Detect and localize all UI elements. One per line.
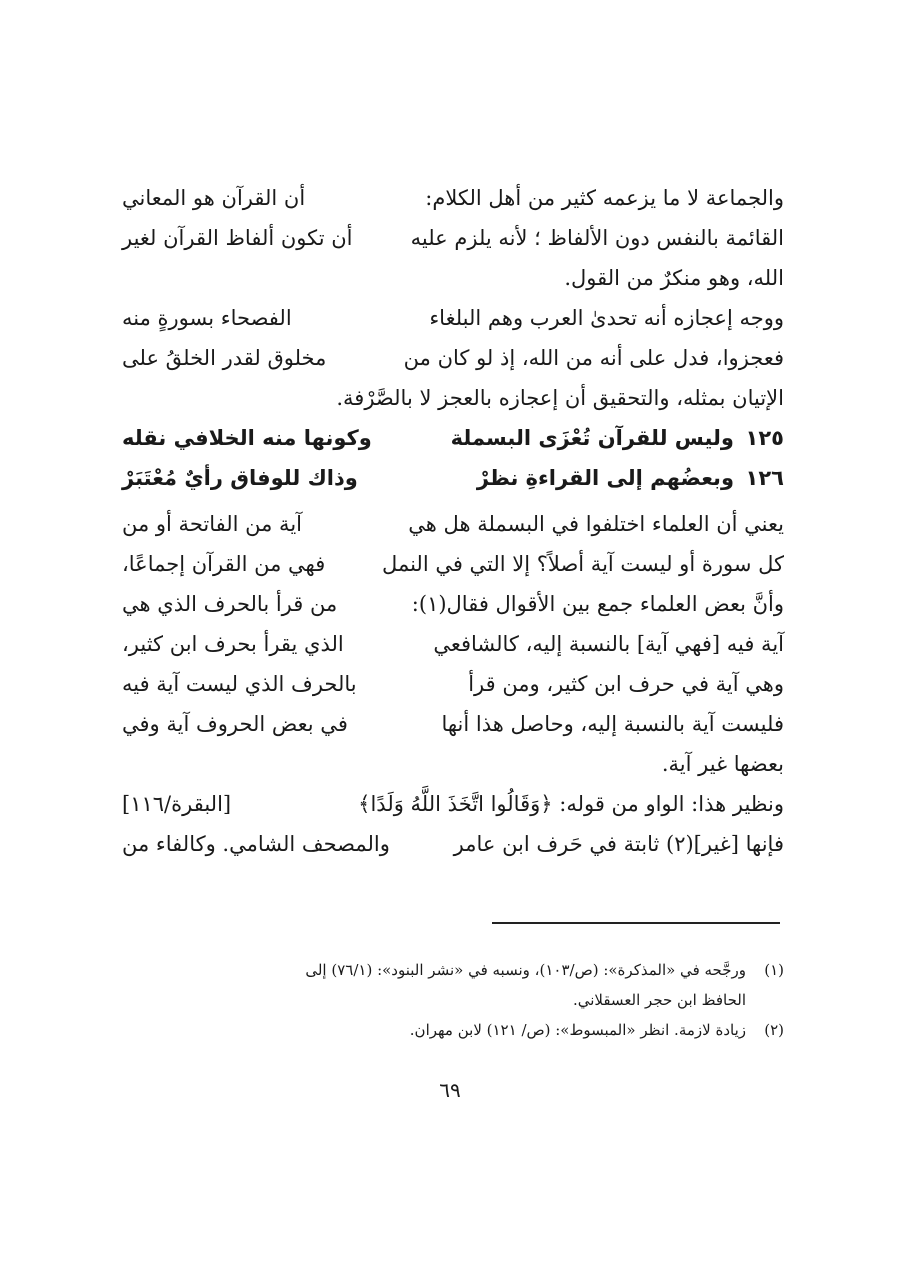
line-part: فليست آية بالنسبة إليه، وحاصل هذا أنها xyxy=(441,712,784,736)
line-part: كل سورة أو ليست آية أصلاً؟ إلا التي في النمل xyxy=(382,552,784,576)
line-part: آية من الفاتحة أو من xyxy=(122,512,302,536)
verse-first-hemistich: وبعضُهم إلى القراءةِ نظرْ xyxy=(476,466,734,490)
line-part: الإتيان بمثله، والتحقيق أن إعجازه بالعجز لا بالصَّرْفة. xyxy=(336,386,784,410)
text-line xyxy=(122,584,784,624)
line-part: مخلوق لقدر الخلقُ على xyxy=(122,346,327,370)
page-number: ٦٩ xyxy=(439,1078,461,1102)
line-part: أن القرآن هو المعاني xyxy=(122,186,306,210)
verse-line xyxy=(122,418,784,458)
main-text xyxy=(122,178,784,864)
verse-second-hemistich: وذاك للوفاق رأيٌ مُعْتَبَرْ xyxy=(122,466,358,490)
line-part: الذي يقرأ بحرف ابن كثير، xyxy=(122,632,344,656)
text-line xyxy=(122,258,784,298)
text-line xyxy=(122,298,784,338)
text-line xyxy=(122,624,784,664)
quran-reference: [البقرة/١١٦] xyxy=(122,792,232,816)
line-part: الله، وهو منكرٌ من القول. xyxy=(564,266,784,290)
line-part: ونظير هذا: الواو من قوله: ﴿وَقَالُوا اتَّخَذَ اللَّهُ وَلَدًا﴾ xyxy=(358,792,784,816)
line-part: فعجزوا، فدل على أنه من الله، إذ لو كان من xyxy=(403,346,784,370)
footnotes xyxy=(122,955,784,1045)
line-part: وهي آية في حرف ابن كثير، ومن قرأ xyxy=(468,672,784,696)
footnote-continuation xyxy=(122,985,784,1015)
line-part: في بعض الحروف آية وفي xyxy=(122,712,348,736)
footnote xyxy=(122,1015,784,1045)
verse-number: ١٢٦ xyxy=(745,466,784,490)
line-part: فإنها [غير](٢) ثابتة في حَرف ابن عامر xyxy=(453,832,784,856)
line-part: أن تكون ألفاظ القرآن لغير xyxy=(122,226,353,250)
footnote-text: ورجَّحه في «المذكرة»: (ص/١٠٣)، ونسبه في «نشر البنود»: (٧٦/١) إلى xyxy=(305,961,746,979)
footnote-text: زيادة لازمة. انظر «المبسوط»: (ص/ ١٢١) لابن مهران. xyxy=(409,1021,746,1039)
line-part: وأنَّ بعض العلماء جمع بين الأقوال فقال(١): xyxy=(411,592,784,616)
text-line xyxy=(122,664,784,704)
text-line xyxy=(122,824,784,864)
text-line xyxy=(122,744,784,784)
text-line xyxy=(122,704,784,744)
text-line xyxy=(122,544,784,584)
line-part: والمصحف الشامي. وكالفاء من xyxy=(122,832,390,856)
text-line xyxy=(122,784,784,824)
verse-first-hemistich: وليس للقرآن تُعْزَى البسملة xyxy=(450,426,734,450)
verse-line xyxy=(122,458,784,498)
verse-number: ١٢٥ xyxy=(745,426,784,450)
footnote-number: (١) xyxy=(764,961,784,979)
line-part: بعضها غير آية. xyxy=(661,752,784,776)
line-part: القائمة بالنفس دون الألفاظ ؛ لأنه يلزم عليه xyxy=(410,226,784,250)
text-line xyxy=(122,504,784,544)
line-part: بالحرف الذي ليست آية فيه xyxy=(122,672,357,696)
footnote-divider xyxy=(492,922,780,924)
line-part: آية فيه [فهي آية] بالنسبة إليه، كالشافعي xyxy=(433,632,784,656)
line-part: ووجه إعجازه أنه تحدىٰ العرب وهم البلغاء xyxy=(429,306,784,330)
footnote-text: الحافظ ابن حجر العسقلاني. xyxy=(572,991,746,1009)
footnote-number: (٢) xyxy=(764,1021,784,1039)
text-line xyxy=(122,338,784,378)
verse-second-hemistich: وكونها منه الخلافي نقله xyxy=(122,426,372,450)
line-part: فهي من القرآن إجماعًا، xyxy=(122,552,326,576)
text-line xyxy=(122,178,784,218)
line-part: من قرأ بالحرف الذي هي xyxy=(122,592,338,616)
line-part: والجماعة لا ما يزعمه كثير من أهل الكلام: xyxy=(425,186,784,210)
line-part: يعني أن العلماء اختلفوا في البسملة هل هي xyxy=(408,512,784,536)
line-part: الفصحاء بسورةٍ منه xyxy=(122,306,292,330)
footnote xyxy=(122,955,784,985)
text-line xyxy=(122,218,784,258)
text-line xyxy=(122,378,784,418)
